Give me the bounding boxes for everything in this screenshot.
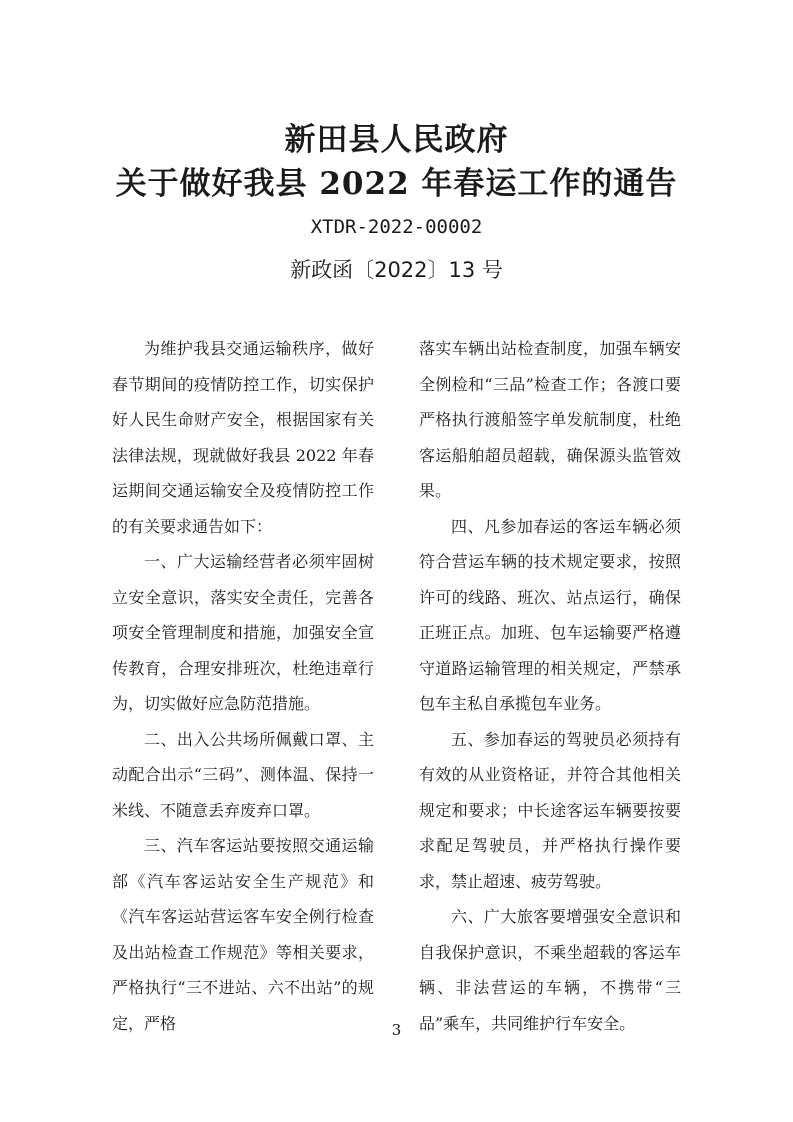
paragraph-item-4: 四、凡参加春运的客运车辆必须符合营运车辆的技术规定要求，按照许可的线路、班次、站点运行，确保正班正点。加班、包车运输要严格遵守道路运输管理的相关规定，严禁承包车主私自承揽包车业务。: [419, 516, 681, 713]
paragraph-item-2: 二、出入公共场所佩戴口罩、主动配合出示“三码”、测体温、保持一米线、不随意丢弃废弃口罩。: [112, 729, 374, 820]
page-number: 3: [391, 1021, 402, 1039]
paragraph-item-1: 一、广大运输经营者必须牢固树立安全意识，落实安全责任，完善各项安全管理制度和措施，加强安全宣传教育，合理安排班次，杜绝违章行为，切实做好应急防范措施。: [112, 552, 374, 713]
paragraph-item-6: 六、广大旅客要增强安全意识和自我保护意识，不乘坐超载的客运车辆、非法营运的车辆，不携带“三品”乘车，共同维护行车安全。: [419, 907, 681, 1033]
paragraph-item-3: 三、汽车客运站要按照交通运输部《汽车客运站安全生产规范》和《汽车客运站营运客车安全例行检查及出站检查工作规范》等相关要求，严格执行“三不进站、六不出站”的规定，严格: [112, 836, 374, 1033]
document-code: XTDR-2022-00002: [310, 216, 483, 238]
document-number: 新政函〔2022〕13 号: [290, 258, 503, 282]
document-title-line1: 新田县人民政府: [284, 122, 509, 158]
left-column: [112, 331, 374, 1041]
paragraph-intro: 为维护我县交通运输秩序，做好春节期间的疫情防控工作，切实保护好人民生命财产安全，根据国家有关法律法规，现就做好我县 2022 年春运期间交通运输安全及疫情防控工作的有关要求通告如下：: [112, 339, 374, 536]
right-column: [419, 331, 681, 1041]
paragraph-item-3-continued: 落实车辆出站检查制度，加强车辆安全例检和“三品”检查工作；各渡口要严格执行渡船签字单发航制度，杜绝客运船舶超员超载，确保源头监管效果。: [419, 339, 681, 500]
document-title-line2: 关于做好我县 2022 年春运工作的通告: [115, 166, 678, 202]
paragraph-item-5: 五、参加春运的驾驶员必须持有有效的从业资格证，并符合其他相关规定和要求；中长途客运车辆要按要求配足驾驶员，并严格执行操作要求，禁止超速、疲劳驾驶。: [419, 729, 681, 891]
